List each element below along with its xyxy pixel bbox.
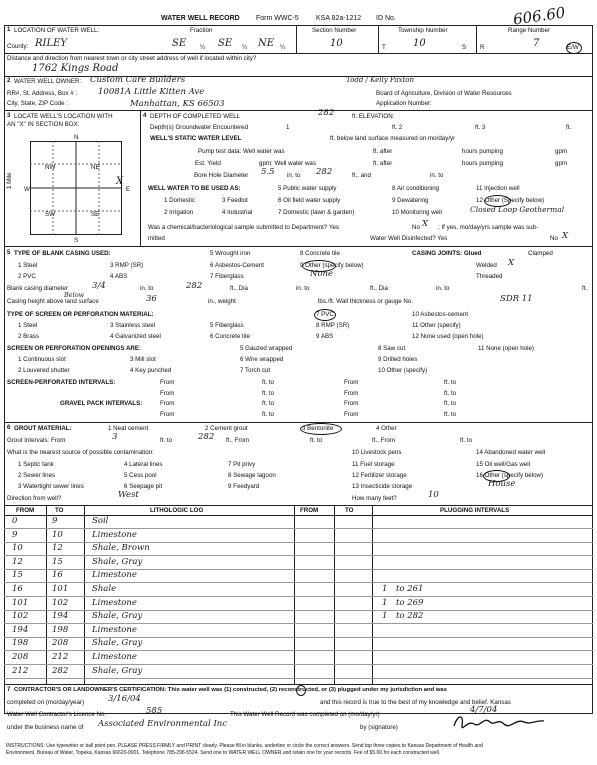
opening-8: 8 Saw cut [378,345,406,352]
gw-1: 1 [286,124,290,131]
screen-3: 3 Stainless steel [110,322,156,329]
disinfect-mark: X [562,231,569,241]
id-label: ID No. [376,15,396,22]
hours-1: hours pumping [462,148,503,155]
gravel-from-2: From [344,400,359,407]
in-to-dia-2: in. to [436,285,450,292]
screen-9: 9 ABS [316,333,334,340]
plugging-header: PLUGGING INTERVALS [440,507,510,514]
location-mark: X [116,176,124,187]
est-yield-label: Est. Yield [195,160,221,167]
use-6: 6 Oil field water supply [278,197,341,204]
joints-label: CASING JOINTS: Glued [412,250,482,257]
hours-2: hours pumping [462,160,503,167]
static-tail: ft. below land surface measured on mo/day/yr [330,135,456,142]
sw-label: SW [45,211,55,218]
divider [334,505,335,684]
ksa-ref: KSA 82a-1212 [316,15,362,22]
section-4-number: 4 [143,113,147,119]
grout-ft-to-2: ft. to [310,437,323,444]
range-prefix: R [480,44,485,51]
ne-label: NE [91,164,100,171]
use-4: 4 Industrial [222,209,253,216]
grout-ft-to-3: ft. to [460,437,473,444]
contam-5: 5 Cess pool [124,472,157,479]
gravel-to-4: ft. to [444,411,457,418]
east-label: E [126,186,131,193]
contam-11: 11 Fuel storage [352,461,395,468]
log-description: Limestone [92,652,137,662]
gravel-to-3: ft. to [262,411,275,418]
signature [450,712,550,734]
log-to: 198 [52,624,69,635]
other-contam-value: House [488,479,516,489]
gauge-label: lbs./ft. Wall thickness or gauge No. [318,298,414,305]
log-to: 282 [52,665,69,676]
section-number-value: 10 [330,38,343,49]
gravel-to-1: ft. to [262,400,275,407]
plug-from: 1 [382,611,388,622]
contam-3: 3 Watertight sewer lines [18,483,84,490]
other-use-value: Closed Loop Geothermal [470,205,565,214]
grout-intervals-label: Grout Intervals: From [7,437,66,444]
fraction-3: NE [258,38,275,49]
log-to: 10 [52,529,63,540]
log-description: Shale, Brown [92,543,150,554]
diameter-label: Blank casing diameter [7,285,68,292]
gravel-from-4: From [344,411,359,418]
welded-label: Welded [476,262,497,269]
casing-8: 8 Concrete tile [300,250,340,257]
quarter-3: ¼ [280,44,286,51]
static-label: WELL'S STATIC WATER LEVEL [150,135,242,142]
quarter-2: ¼ [242,44,248,51]
log-row-rule [4,678,593,679]
screen-6: 6 Concrete tile [210,333,250,340]
height-label: Casing height above land surface [7,298,99,305]
use-label: WELL WATER TO BE USED AS: [148,185,241,192]
license-value: 585 [146,706,163,716]
opening-4: 4 Key punched [130,367,172,374]
use-2: 2 Irrigation [164,209,194,216]
instructions-line-1: INSTRUCTIONS: Use typewriter or ball point pen. PLEASE PRESS FIRMLY and PRINT clearly. Please fill in blanks, underline or circle the correct answers. Send top three copies to Kansas Department of Health and [6,743,483,749]
business-value: Associated Environmental Inc [98,719,228,729]
casing-1: 1 Steel [18,262,38,269]
opening-6: 6 Wire wrapped [240,356,284,363]
distance-label: Distance and direction from nearest town or city street address of well if located within city? [7,55,257,62]
log-row-rule [4,664,593,665]
log-to: 194 [52,611,69,622]
plug-from-header: FROM [300,507,319,514]
plug-to: to 269 [396,597,424,608]
opening-10: 10 Other (specify) [378,367,428,374]
log-description: Shale, Gray [92,638,143,649]
casing-label: TYPE OF BLANK CASING USED: [14,250,111,257]
height-value: 36 [146,294,157,304]
log-from: 208 [12,652,29,662]
contam-12: 12 Fertilizer storage [352,472,407,479]
pump-label: Pump test data: Well water was [198,148,285,155]
casing-9: 9 Other (specify below) [300,262,364,269]
address-value: 1762 Kings Road [32,63,119,74]
rule [4,246,593,247]
gravel-from-3: From [160,411,175,418]
township-suffix: S [462,44,467,51]
in-to-dia-1: in. to [296,285,310,292]
direction-value: West [118,490,139,500]
grout-2: 2 Cement grout [205,425,248,432]
north-label: N [74,134,79,141]
gpm-2: gpm [555,160,568,167]
rule [4,53,593,54]
depth-label: DEPTH OF COMPLETED WELL [150,113,241,120]
log-description: Shale, Gray [92,665,143,676]
casing-6: 6 Asbestos-Cement [210,262,264,269]
fraction-label: Fraction [190,27,213,34]
record-date-value: 4/7/04 [470,705,498,715]
direction-label: Direction from well? [7,495,62,502]
use-12: 12 Other (Specify below) [476,197,545,204]
log-from: 9 [12,529,18,540]
divider [140,110,141,246]
disinfect-label: Water Well Disinfected? Yes [370,235,448,242]
s3-title: LOCATE WELL'S LOCATION WITH [14,113,113,120]
casing-4: 4 ABS [110,273,128,280]
screen-1: 1 Steel [18,322,38,329]
ft-end: ft. [582,285,588,292]
section-box [30,141,122,235]
grout-from-value: 3 [112,432,118,442]
use-1: 1 Domestic [164,197,195,204]
true-statement: and this record is true to the best of my knowledge and belief. Kansas [320,699,511,706]
howmany-label: How many feet? [352,495,397,502]
plug-from: 1 [382,597,388,608]
diameter-to-value: 282 [186,281,203,291]
completed-value: 3/16/04 [108,694,141,704]
rr-label: RR#, St. Address, Box # : [7,90,78,97]
divider [378,25,379,53]
grout-3: 3 Bentonite [302,425,334,432]
se-label: SE [91,211,100,218]
county-value: RILEY [35,38,68,49]
screen-8: 8 RMP (SR) [316,322,350,329]
grout-4: 4 Other [376,425,397,432]
log-to: 16 [52,570,63,581]
contam-10: 10 Livestock pens [352,449,402,456]
gravel-to-2: ft. to [444,400,457,407]
perf-from-4: From [344,390,359,397]
casing-2: 2 PVC [18,273,36,280]
south-label: S [74,237,79,244]
plug-from: 1 [382,584,388,594]
divider [372,505,373,684]
contamination-label: What is the nearest source of possible contamination: [7,449,154,456]
divider [294,505,295,684]
form-title: WATER WELL RECORD [161,15,240,22]
chem-label: Was a chemical/bacteriological sample submitted to Department? Yes [148,224,339,231]
contam-13: 13 Insecticide storage [352,483,413,490]
lithologic-header: LITHOLOGIC LOG [150,507,204,514]
log-description: Limestone [92,529,137,540]
record-label: This Water Well Record was completed on (mo/day/yr) [230,711,380,718]
s3-title-2: AN "X" IN SECTION BOX: [7,121,80,128]
other-casing-value: None [310,269,334,279]
contam-14: 14 Abandoned water well [476,449,546,456]
use-8: 8 Air conditioning [392,185,440,192]
threaded-label: Threaded [476,273,503,280]
township-prefix: T [382,44,386,51]
log-to: 212 [52,652,69,662]
mile-label: 1 Mile [6,172,13,189]
township-label: Township Number [398,27,448,34]
divider [46,505,47,684]
opening-1: 1 Continuous slot [18,356,66,363]
grout-label: GROUT MATERIAL: [14,425,72,432]
opening-11: 11 None (open hole) [478,345,534,352]
plug-to: to 261 [396,584,424,594]
in-to: in. to [287,172,301,179]
log-from: 194 [12,624,29,635]
board-label: Board of Agriculture, Division of Water Resources [376,90,512,97]
perf-to-1: ft. to [262,379,275,386]
contam-4: 4 Lateral lines [124,461,163,468]
nw-label: NW [45,164,56,171]
casing-5: 5 Wrought iron [210,250,251,257]
opening-9: 9 Drilled holes [378,356,418,363]
business-label: under the business name of [7,724,84,731]
weight-label: in., weight [208,298,236,305]
quarter-1: ¼ [200,44,206,51]
use-3: 3 Feedlot [222,197,248,204]
chem-mark: X [422,219,429,229]
gravel-from-1: From [160,400,175,407]
bore-to-value: 282 [316,167,333,177]
chem-mitted: mitted [148,235,165,242]
log-row-rule [4,596,593,597]
gw-label: Depth(s) Groundwater Encountered [150,124,249,131]
use-10: 10 Monitoring well [392,209,442,216]
fraction-2: SE [218,38,233,49]
section-number-label: Section Number [312,27,357,34]
log-from: 102 [12,611,29,622]
screen-4: 4 Galvanized steel [110,333,161,340]
section-2-number: 2 [7,78,11,84]
rule [4,505,593,506]
log-from: 16 [12,584,23,594]
screen-12: 12 None used (open hole) [412,333,484,340]
rule [4,110,593,111]
grout-1: 1 Neat cement [108,425,149,432]
gravel-label: GRAVEL PACK INTERVALS: [60,400,143,407]
west-label: W [24,186,30,193]
log-from-header: FROM [16,507,35,514]
use-9: 9 Dewatering [392,197,429,204]
log-to-header: TO [55,507,64,514]
log-description: Shale, Gray [92,556,143,567]
plug-to-header: TO [345,507,354,514]
contam-7: 7 Pit privy [228,461,256,468]
log-from: 12 [12,556,23,567]
s1-title: LOCATION OF WATER WELL: [14,27,100,34]
perf-to-3: ft. to [262,390,275,397]
log-description: Shale [92,584,117,594]
use-7: 7 Domestic (lawn & garden) [278,209,355,216]
opening-2: 2 Louvered shutter [18,367,70,374]
bore-label: Bore Hole Diameter [194,172,249,179]
casing-3: 3 RMP (SR) [110,262,144,269]
screen-5: 5 Fiberglass [210,322,244,329]
screen-7-circle [314,309,336,321]
gpm-1: gpm [555,148,568,155]
diameter-value: 3/4 [92,281,106,291]
log-description: Limestone [92,597,137,608]
divider [476,25,477,53]
perf-from-1: From [160,379,175,386]
divider [84,505,85,684]
handwritten-id: 606.60 [511,3,567,29]
city-label: City, State, ZIP Code : [7,100,68,107]
log-description: Limestone [92,570,137,581]
grout-ft-from-2: ft., From [372,437,396,444]
screen-label: TYPE OF SCREEN OR PERFORATION MATERIAL: [7,311,154,318]
gw-3: ft. 3 [475,124,486,131]
contam-8: 8 Sewage lagoon [228,472,276,479]
depth-value: 282 [318,108,335,118]
log-from: 212 [12,665,29,676]
ft-after-2: ft. after [373,160,393,167]
fraction-1: SE [172,38,187,49]
township-value: 10 [413,38,426,49]
opening-3: 3 Mill slot [130,356,156,363]
section-1-number: 1 [7,27,11,33]
log-to: 15 [52,556,63,567]
gw-2: ft. 2 [392,124,403,131]
log-row-rule [4,528,593,529]
ft-and: ft., and [352,172,371,179]
gauge-value: SDR 11 [500,294,533,304]
clamped-label: Clamped [528,250,553,257]
gw-ft: ft. [566,124,572,131]
grout-to-value: 282 [198,432,215,442]
contam-1: 1 Septic tank [18,461,54,468]
form-number: Form WWC-5 [256,15,299,22]
certification-label: CONTRACTOR'S OR LANDOWNER'S CERTIFICATION: This water well was (1) constructed, (2) reconstructed, or (3) plugged under my jurisdiction and was [14,687,447,693]
bore-value: 5.5 [261,167,275,177]
welded-mark: X [508,258,515,268]
street-value: 10081A Little Kitten Ave [98,87,205,97]
section-3-number: 3 [7,113,11,119]
divider [296,25,297,53]
contam-6: 6 Seepage pit [124,483,163,490]
grout-ft-to: ft. to [160,437,173,444]
log-from: 15 [12,570,23,581]
section-5-number: 5 [7,250,11,256]
log-description: Soil [92,516,109,526]
range-label: Range Number [508,27,550,34]
owner-secondary: Todd / Kelly Paxton [346,76,415,84]
county-label: County: [7,43,29,50]
casing-7: 7 Fiberglass [210,273,244,280]
screen-7: 7 PVC [316,311,334,318]
height-below: Below [64,291,85,299]
perf-to-2: ft. to [444,379,457,386]
screen-11: 11 Other (specify) [412,322,461,329]
perf-from-2: From [344,379,359,386]
perf-from-3: From [160,390,175,397]
openings-label: SCREEN OR PERFORATION OPENINGS ARE: [7,345,142,352]
log-description: Shale, Gray [92,611,143,622]
section-6-number: 6 [7,425,11,431]
completed-label: completed on (mo/day/year) [7,699,85,706]
in-to-2: in. to [430,172,444,179]
gpm-ww: gpm: Well water was [259,160,316,167]
log-from: 198 [12,638,29,649]
s2-title: WATER WELL OWNER: [14,78,82,85]
log-from: 0 [12,516,18,526]
diameter-in-to: in. to [140,285,154,292]
owner-value: Custom Care Builders [90,75,186,85]
plug-to: to 282 [396,611,424,622]
log-to: 101 [52,584,69,594]
section-7-number: 7 [7,687,11,693]
ft-dia-2: ft., Dia [370,285,388,292]
howmany-value: 10 [428,490,439,500]
ft-dia-1: ft., Dia [230,285,248,292]
ew-label: E/W [567,44,579,51]
use-11: 11 Injection well [476,185,520,192]
disinfect-no: No [550,235,558,242]
chem-no: No [412,224,420,231]
log-to: 102 [52,597,69,608]
elevation-label: ft. ELEVATION: [352,113,395,120]
log-to: 208 [52,638,69,649]
log-to: 12 [52,543,63,554]
contam-15: 15 Oil well/Gas well [476,461,530,468]
constructed-circle [296,685,306,696]
rule [4,422,593,423]
screen-2: 2 Brass [18,333,39,340]
ft-after: ft. after [373,148,393,155]
perforated-label: SCREEN-PERFORATED INTERVALS: [7,379,116,386]
log-from: 101 [12,597,29,608]
grout-ft-from-1: ft., From [226,437,250,444]
use-5: 5 Public water supply [278,185,337,192]
contam-2: 2 Sewer lines [18,472,56,479]
screen-10: 10 Asbestos-cement [412,311,469,318]
contam-9: 9 Feedyard [228,483,260,490]
range-value: 7 [533,38,540,49]
log-to: 9 [52,516,58,526]
opening-5: 5 Gauzed wrapped [240,345,293,352]
log-description: Limestone [92,624,137,635]
log-from: 10 [12,543,23,554]
instructions-line-2: Environment, Bureau of Water, Topeka, Kansas 66620-0001. Telephone 785-296-5524. Send one to WATER WELL OWNER and retain one for your records. Fee of $5.00 for each constructed well. [6,750,441,756]
license-label: Water Well Contractor's Licence No. [7,711,107,718]
city-value: Manhattan, KS 66503 [130,99,225,109]
perf-to-4: ft. to [444,390,457,397]
signature-label: by (signature) [360,724,398,731]
opening-7: 7 Torch cut [240,367,271,374]
grout-3-circle [300,423,342,435]
chem-tail: ; If yes, mo/day/yrs sample was sub- [438,224,539,231]
contam-16: 16 Other (specify below) [476,472,544,479]
application-label: Application Number: [376,100,432,107]
